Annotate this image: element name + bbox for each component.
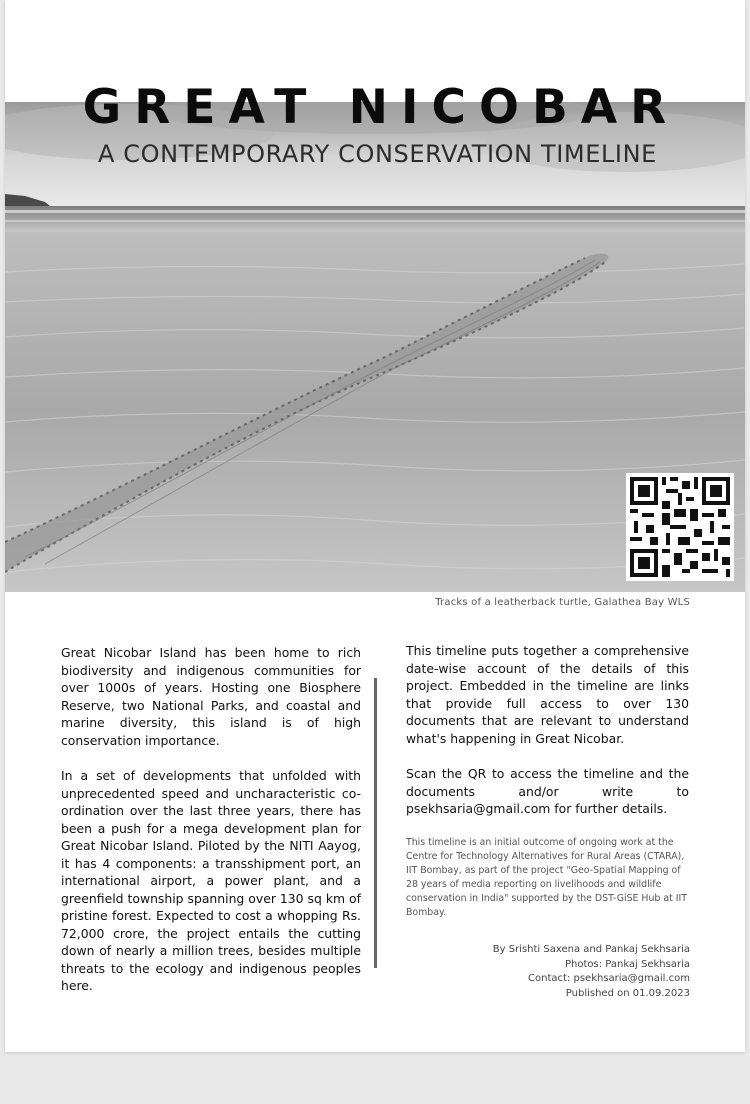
credit-contact: Contact: psekhsaria@gmail.com (528, 973, 690, 984)
qr-code-image (626, 473, 734, 581)
credits (493, 943, 690, 1001)
credit-published: Published on 01.09.2023 (565, 987, 690, 999)
photo-caption: Tracks of a leatherback turtle, Galathea Bay WLS (435, 597, 690, 608)
development-paragraph: In a set of developments that unfolded with unprecedented speed and uncharacteristic co-ordination over the last three years, there has been a push for a mega development plan for Great Nicobar Island. Piloted by the NITI Aayog, it has 4 components: a transshipment port, an international airport, a power plant, and a greenfield township spanning over 130 sq km of pristine forest. Expected to cost a whopping Rs. 72,000 crore, the project entails the cutting down of nearly a million trees, besides multiple threats to the ecology and indigenous peoples here. (61, 768, 361, 993)
poster-page (5, 0, 745, 1052)
credit-photos: Photos: Pankaj Sekhsaria (564, 958, 690, 970)
column-divider (374, 678, 377, 968)
project-note: This timeline is an initial outcome of ongoing work at the Centre for Technology Alternatives for Rural Areas (CTARA), IIT Bombay, as part of the project "Geo-Spatial Mapping of 28 years of media reporting on livelihoods and wildlife conservation in India" supported by the DST-GiSE Hub at IIT Bombay. (406, 836, 687, 918)
subtitle: A CONTEMPORARY CONSERVATION TIMELINE (98, 140, 657, 168)
main-title: GREAT NICOBAR (82, 80, 680, 135)
qr-code[interactable] (626, 473, 734, 581)
qr-instruction-paragraph: Scan the QR to access the timeline and the documents and/or write to psekhsaria@gmail.com for further details. (406, 766, 689, 816)
intro-paragraph: Great Nicobar Island has been home to rich biodiversity and indigenous communities for over 1000s of years. Hosting one Biosphere Reserve, two National Parks, and coastal and marine diversity, this island is of high conservation importance. (61, 645, 361, 748)
intro-column (61, 644, 361, 1013)
credit-authors: By Srishti Saxena and Pankaj Sekhsaria (492, 944, 690, 955)
timeline-paragraph: This timeline puts together a comprehensive date-wise account of the details of this project. Embedded in the timeline are links that provide full access to over 130 documents that are relevant to understand what's happening in Great Nicobar. (406, 643, 689, 746)
timeline-column (406, 642, 689, 938)
